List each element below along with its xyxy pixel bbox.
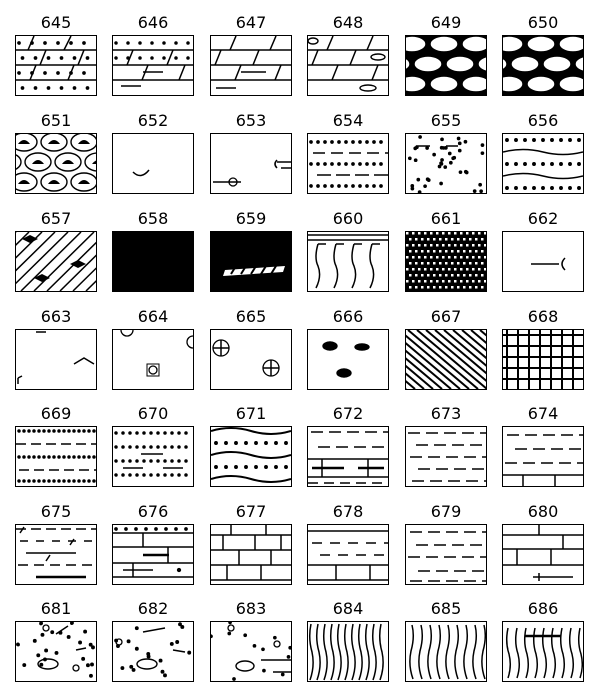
pattern-swatch: [210, 111, 292, 193]
pattern-code-label: 675: [40, 502, 72, 521]
pattern-fill-box: [112, 133, 194, 194]
pattern-swatch: [502, 502, 584, 584]
pattern-fill-graphic: [16, 427, 96, 486]
pattern-swatch: [15, 502, 97, 584]
pattern-code-label: 678: [332, 502, 364, 521]
pattern-fill-box: [502, 621, 584, 682]
pattern-fill-box: [405, 35, 487, 96]
pattern-fill-box: [15, 35, 97, 96]
pattern-swatch: [405, 599, 487, 681]
pattern-fill-box: [405, 426, 487, 487]
pattern-fill-box: [405, 329, 487, 390]
pattern-code-label: 649: [430, 13, 462, 32]
pattern-code-label: 652: [137, 111, 169, 130]
pattern-code-label: 646: [137, 13, 169, 32]
pattern-fill-box: [307, 621, 389, 682]
pattern-fill-box: [405, 621, 487, 682]
pattern-code-label: 657: [40, 209, 72, 228]
pattern-code-label: 668: [527, 307, 559, 326]
pattern-fill-box: [112, 231, 194, 292]
pattern-fill-graphic: [308, 622, 388, 681]
pattern-code-label: 651: [40, 111, 72, 130]
pattern-swatch: [112, 502, 194, 584]
pattern-swatch: [502, 404, 584, 486]
pattern-fill-graphic: [211, 36, 291, 95]
pattern-fill-graphic: [16, 622, 96, 681]
pattern-swatch: [210, 209, 292, 291]
pattern-fill-graphic: [406, 134, 486, 193]
pattern-fill-graphic: [308, 232, 388, 291]
pattern-fill-graphic: [211, 525, 291, 584]
pattern-code-label: 665: [235, 307, 267, 326]
pattern-code-label: 681: [40, 599, 72, 618]
pattern-fill-graphic: [308, 36, 388, 95]
pattern-swatch: [210, 502, 292, 584]
pattern-code-label: 663: [40, 307, 72, 326]
pattern-fill-box: [15, 524, 97, 585]
pattern-swatch: [405, 502, 487, 584]
pattern-swatch: [502, 111, 584, 193]
pattern-fill-graphic: [308, 134, 388, 193]
pattern-swatch: [15, 307, 97, 389]
pattern-code-label: 667: [430, 307, 462, 326]
pattern-swatch: [307, 209, 389, 291]
pattern-swatch: [210, 307, 292, 389]
pattern-swatch: [112, 13, 194, 95]
pattern-fill-box: [307, 35, 389, 96]
pattern-fill-graphic: [406, 525, 486, 584]
pattern-fill-graphic: [406, 427, 486, 486]
pattern-code-label: 677: [235, 502, 267, 521]
pattern-code-label: 676: [137, 502, 169, 521]
pattern-code-label: 655: [430, 111, 462, 130]
pattern-code-label: 658: [137, 209, 169, 228]
pattern-code-label: 648: [332, 13, 364, 32]
pattern-fill-box: [15, 133, 97, 194]
pattern-swatch: [307, 599, 389, 681]
pattern-swatch: [15, 404, 97, 486]
pattern-fill-graphic: [113, 525, 193, 584]
pattern-fill-graphic: [113, 427, 193, 486]
pattern-fill-graphic: [308, 525, 388, 584]
pattern-swatch: [210, 13, 292, 95]
pattern-fill-graphic: [211, 134, 291, 193]
pattern-fill-graphic: [113, 330, 193, 389]
pattern-fill-box: [210, 133, 292, 194]
pattern-fill-graphic: [503, 134, 583, 193]
pattern-code-label: 653: [235, 111, 267, 130]
pattern-code-label: 662: [527, 209, 559, 228]
pattern-fill-graphic: [406, 330, 486, 389]
pattern-swatch: [210, 599, 292, 681]
pattern-fill-graphic: [211, 232, 291, 291]
pattern-code-label: 680: [527, 502, 559, 521]
pattern-fill-box: [502, 524, 584, 585]
pattern-fill-graphic: [113, 134, 193, 193]
pattern-swatch: [112, 404, 194, 486]
pattern-code-label: 664: [137, 307, 169, 326]
pattern-fill-box: [405, 524, 487, 585]
pattern-fill-graphic: [503, 525, 583, 584]
pattern-code-label: 660: [332, 209, 364, 228]
pattern-fill-graphic: [16, 134, 96, 193]
pattern-fill-box: [307, 524, 389, 585]
pattern-fill-graphic: [16, 36, 96, 95]
pattern-fill-box: [210, 329, 292, 390]
pattern-code-label: 669: [40, 404, 72, 423]
pattern-fill-box: [210, 524, 292, 585]
pattern-code-label: 645: [40, 13, 72, 32]
pattern-swatch: [307, 404, 389, 486]
pattern-swatch: [112, 307, 194, 389]
pattern-code-label: 684: [332, 599, 364, 618]
pattern-code-label: 659: [235, 209, 267, 228]
pattern-fill-graphic: [113, 36, 193, 95]
pattern-fill-graphic: [406, 36, 486, 95]
pattern-fill-graphic: [16, 232, 96, 291]
pattern-swatch: [307, 13, 389, 95]
pattern-fill-graphic: [406, 232, 486, 291]
pattern-fill-graphic: [308, 330, 388, 389]
pattern-fill-box: [15, 426, 97, 487]
pattern-swatch: [307, 307, 389, 389]
pattern-fill-box: [210, 231, 292, 292]
pattern-code-label: 666: [332, 307, 364, 326]
pattern-code-label: 682: [137, 599, 169, 618]
pattern-fill-box: [502, 35, 584, 96]
pattern-fill-box: [112, 426, 194, 487]
pattern-code-label: 661: [430, 209, 462, 228]
pattern-fill-box: [210, 621, 292, 682]
pattern-fill-graphic: [16, 330, 96, 389]
pattern-code-label: 686: [527, 599, 559, 618]
pattern-fill-box: [112, 329, 194, 390]
pattern-code-label: 683: [235, 599, 267, 618]
pattern-swatch: [405, 209, 487, 291]
pattern-code-label: 654: [332, 111, 364, 130]
pattern-code-label: 671: [235, 404, 267, 423]
pattern-fill-box: [307, 231, 389, 292]
pattern-code-label: 670: [137, 404, 169, 423]
pattern-fill-box: [112, 35, 194, 96]
pattern-fill-graphic: [503, 427, 583, 486]
pattern-fill-box: [210, 426, 292, 487]
pattern-fill-box: [15, 621, 97, 682]
pattern-fill-graphic: [503, 232, 583, 291]
pattern-swatch: [15, 209, 97, 291]
pattern-swatch: [210, 404, 292, 486]
pattern-swatch: [307, 502, 389, 584]
pattern-swatch: [15, 599, 97, 681]
pattern-swatch: [112, 209, 194, 291]
pattern-code-label: 672: [332, 404, 364, 423]
pattern-fill-graphic: [113, 622, 193, 681]
pattern-swatch: [112, 599, 194, 681]
pattern-fill-box: [210, 35, 292, 96]
pattern-fill-box: [307, 329, 389, 390]
pattern-fill-graphic: [211, 330, 291, 389]
pattern-fill-graphic: [308, 427, 388, 486]
pattern-fill-box: [502, 426, 584, 487]
pattern-swatch: [15, 13, 97, 95]
pattern-code-label: 656: [527, 111, 559, 130]
pattern-fill-box: [112, 621, 194, 682]
pattern-code-label: 673: [430, 404, 462, 423]
pattern-fill-box: [15, 231, 97, 292]
pattern-swatch: [405, 307, 487, 389]
pattern-code-label: 647: [235, 13, 267, 32]
pattern-swatch: [405, 404, 487, 486]
pattern-fill-box: [307, 426, 389, 487]
pattern-swatch: [307, 111, 389, 193]
pattern-code-label: 685: [430, 599, 462, 618]
pattern-fill-box: [15, 329, 97, 390]
pattern-fill-graphic: [503, 36, 583, 95]
pattern-fill-graphic: [113, 232, 193, 291]
pattern-code-label: 679: [430, 502, 462, 521]
pattern-fill-box: [502, 231, 584, 292]
pattern-swatch: [502, 307, 584, 389]
pattern-swatch: [405, 111, 487, 193]
pattern-fill-box: [405, 133, 487, 194]
pattern-fill-box: [112, 524, 194, 585]
pattern-swatch: [502, 209, 584, 291]
pattern-fill-graphic: [406, 622, 486, 681]
pattern-fill-box: [405, 231, 487, 292]
pattern-fill-box: [502, 329, 584, 390]
pattern-fill-graphic: [503, 330, 583, 389]
pattern-fill-graphic: [503, 622, 583, 681]
pattern-fill-graphic: [211, 427, 291, 486]
pattern-fill-box: [307, 133, 389, 194]
pattern-swatch: [405, 13, 487, 95]
pattern-fill-graphic: [16, 525, 96, 584]
pattern-swatch: [502, 13, 584, 95]
pattern-swatch: [112, 111, 194, 193]
pattern-fill-box: [502, 133, 584, 194]
pattern-code-label: 650: [527, 13, 559, 32]
pattern-swatch: [502, 599, 584, 681]
pattern-code-label: 674: [527, 404, 559, 423]
pattern-fill-graphic: [211, 622, 291, 681]
pattern-swatch: [15, 111, 97, 193]
